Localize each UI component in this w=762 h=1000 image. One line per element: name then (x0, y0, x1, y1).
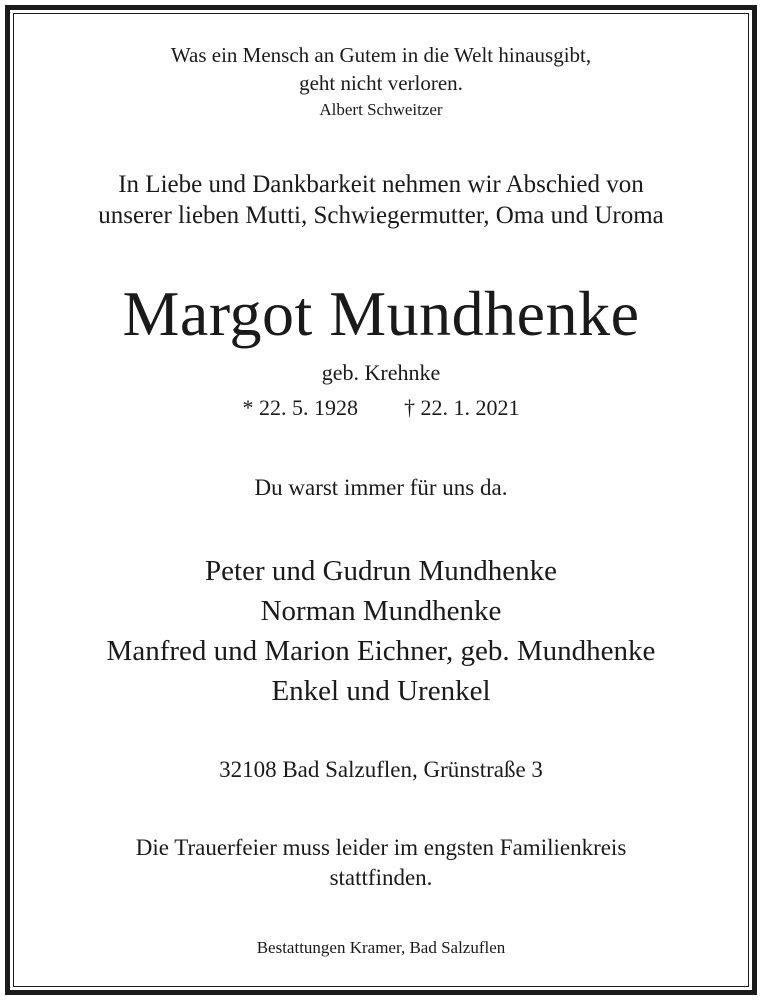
intro-line-1: In Liebe und Dankbarkeit nehmen wir Abschied von (118, 171, 644, 198)
life-dates (0, 397, 762, 419)
undertaker: Bestattungen Kramer, Bad Salzuflen (256, 938, 506, 957)
notice-line-1: Die Trauerfeier muss leider im engsten Familienkreis (135, 835, 627, 860)
mourner-4: Enkel und Urenkel (271, 675, 491, 707)
mourner-3: Manfred und Marion Eichner, geb. Mundhenke (106, 635, 656, 667)
death-date: † 22. 1. 2021 (404, 395, 520, 420)
mourner-1: Peter und Gudrun Mundhenke (205, 555, 557, 587)
birth-date: * 22. 5. 1928 (242, 395, 358, 420)
deceased-name: Margot Mundhenke (122, 278, 640, 349)
notice-line-2: stattfinden. (329, 865, 433, 890)
quote-line-1: Was ein Mensch an Gutem in die Welt hinausgibt, (170, 43, 592, 67)
birth-name: geb. Krehnke (321, 360, 441, 385)
address: 32108 Bad Salzuflen, Grünstraße 3 (219, 757, 543, 782)
quote-author: Albert Schweitzer (319, 100, 443, 119)
quote-line-2: geht nicht verloren. (299, 71, 463, 95)
mourner-2: Norman Mundhenke (260, 595, 502, 627)
intro-line-2: unserer lieben Mutti, Schwiegermutter, Oma und Uroma (98, 202, 664, 229)
motto: Du warst immer für uns da. (254, 475, 508, 500)
